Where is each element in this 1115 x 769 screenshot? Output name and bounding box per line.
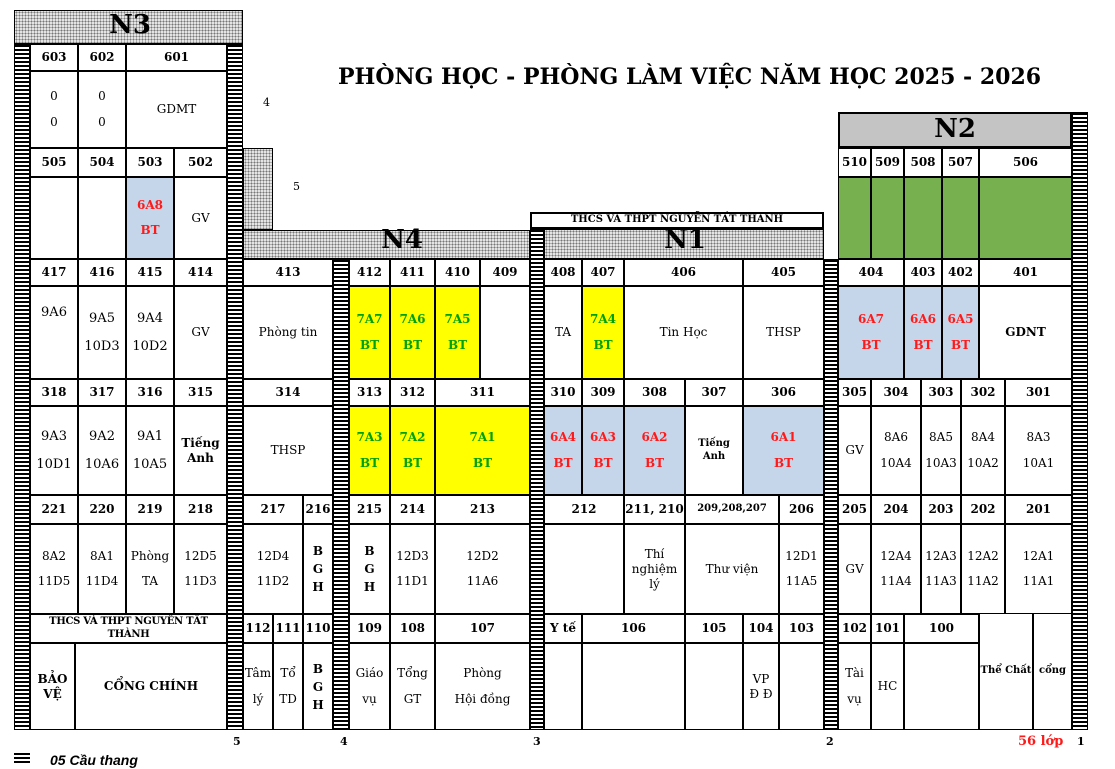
room-314: 314 (243, 379, 333, 406)
room-416: 416 (78, 259, 126, 286)
room-202-content: 12A2 11A2 (961, 524, 1005, 614)
room-107: 107 (435, 614, 530, 643)
room-412: 412 (349, 259, 390, 286)
room-111-content: Tổ TD (273, 643, 303, 730)
room-417: 417 (30, 259, 78, 286)
room-310: 310 (544, 379, 582, 406)
room-106-content (582, 643, 685, 730)
room-100: 100 (904, 614, 979, 643)
room-212: 212 (544, 495, 624, 524)
room-219: 219 (126, 495, 174, 524)
room-416-content: 9A5 10D3 (78, 286, 126, 379)
room-401-content: GDNT (979, 286, 1072, 379)
room-112-content: Tâm lý (243, 643, 273, 730)
room-108-content: Tổng GT (390, 643, 435, 730)
room-314-content: THSP (243, 406, 333, 495)
room-411-content: 7A6 BT (390, 286, 435, 379)
room-104: 104 (743, 614, 779, 643)
room-217: 217 (243, 495, 303, 524)
room-413-content: Phòng tin (243, 286, 333, 379)
marker-5: 5 (233, 735, 241, 748)
stairs-5-roof (243, 148, 273, 230)
room-506: 506 (979, 148, 1072, 177)
room-104-content: VP Đ Đ (743, 643, 779, 730)
room-211-content: Thí nghiệm lý (624, 524, 685, 614)
room-410: 410 (435, 259, 480, 286)
room-105: 105 (685, 614, 743, 643)
room-102: 102 (838, 614, 871, 643)
room-510: 510 (838, 148, 871, 177)
room-409: 409 (480, 259, 530, 286)
room-112: 112 (243, 614, 273, 643)
marker-1: 1 (1077, 735, 1085, 748)
room-105-content (685, 643, 743, 730)
room-209-208-207: 209,208,207 (685, 495, 779, 524)
stairs-n3-right (227, 44, 243, 730)
room-414-content: GV (174, 286, 227, 379)
room-203-content: 12A3 11A3 (921, 524, 961, 614)
room-313: 313 (349, 379, 390, 406)
room-312: 312 (390, 379, 435, 406)
room-303-content: 8A5 10A3 (921, 406, 961, 495)
room-306: 306 (743, 379, 824, 406)
room-309-content: 6A3 BT (582, 406, 624, 495)
room-507-content (942, 177, 979, 259)
room-219-content: Phòng TA (126, 524, 174, 614)
room-317: 317 (78, 379, 126, 406)
room-107-content: Phòng Hội đồng (435, 643, 530, 730)
room-310-content: 6A4 BT (544, 406, 582, 495)
room-603-content: 0 0 (30, 71, 78, 148)
main-gate: CỔNG CHÍNH (75, 643, 227, 730)
room-301-content: 8A3 10A1 (1005, 406, 1072, 495)
room-404: 404 (838, 259, 904, 286)
room-311-content: 7A1 BT (435, 406, 530, 495)
room-302-content: 8A4 10A2 (961, 406, 1005, 495)
room-221-content: 8A2 11D5 (30, 524, 78, 614)
room-509-content (871, 177, 904, 259)
room-205-content: GV (838, 524, 871, 614)
room-308: 308 (624, 379, 685, 406)
room-211-210: 211, 210 (624, 495, 685, 524)
room-100-content (904, 643, 979, 730)
room-307-content: Tiếng Anh (685, 406, 743, 495)
room-304-content: 8A6 10A4 (871, 406, 921, 495)
room-503-content: 6A8 BT (126, 177, 174, 259)
room-103-content (779, 643, 824, 730)
room-415: 415 (126, 259, 174, 286)
room-601: 601 (126, 44, 227, 71)
room-204-content: 12A4 11A4 (871, 524, 921, 614)
room-410-content: 7A5 BT (435, 286, 480, 379)
room-402-content: 6A5 BT (942, 286, 979, 379)
stairs-n2-left (824, 259, 838, 730)
room-414: 414 (174, 259, 227, 286)
room-315-content: Tiếng Anh (174, 406, 227, 495)
room-y-te: Y tế (544, 614, 582, 643)
building-label-n3: N3 (109, 10, 151, 40)
room-304: 304 (871, 379, 921, 406)
room-505-content (30, 177, 78, 259)
room-507: 507 (942, 148, 979, 177)
room-201-content: 12A1 11A1 (1005, 524, 1072, 614)
room-218-content: 12D5 11D3 (174, 524, 227, 614)
room-216: 216 (303, 495, 333, 524)
room-406: 406 (624, 259, 743, 286)
room-103: 103 (779, 614, 824, 643)
room-508-content (904, 177, 942, 259)
room-203: 203 (921, 495, 961, 524)
room-415-content: 9A4 10D2 (126, 286, 174, 379)
room-302: 302 (961, 379, 1005, 406)
room-402: 402 (942, 259, 979, 286)
room-313-content: 7A3 BT (349, 406, 390, 495)
room-403-content: 6A6 BT (904, 286, 942, 379)
room-111: 111 (273, 614, 303, 643)
room-602: 602 (78, 44, 126, 71)
room-309: 309 (582, 379, 624, 406)
room-108: 108 (390, 614, 435, 643)
stairs-n3-left (14, 44, 30, 730)
room-301: 301 (1005, 379, 1072, 406)
room-503: 503 (126, 148, 174, 177)
room-y-te-content (544, 643, 582, 730)
room-318: 318 (30, 379, 78, 406)
room-405: 405 (743, 259, 824, 286)
room-202: 202 (961, 495, 1005, 524)
room-215-content: B G H (349, 524, 390, 614)
room-101: 101 (871, 614, 904, 643)
building-label-n4: N4 (381, 225, 423, 255)
room-504-content (78, 177, 126, 259)
room-413: 413 (243, 259, 333, 286)
room-601-content: GDMT (126, 71, 227, 148)
room-405-content: THSP (743, 286, 824, 379)
room-205: 205 (838, 495, 871, 524)
room-110: 110 (303, 614, 333, 643)
room-311: 311 (435, 379, 530, 406)
room-502-content: GV (174, 177, 227, 259)
room-109: 109 (349, 614, 390, 643)
marker-4: 4 (340, 735, 348, 748)
page-title: PHÒNG HỌC - PHÒNG LÀM VIỆC NĂM HỌC 2025 - 2026 (338, 64, 1042, 90)
room-218: 218 (174, 495, 227, 524)
marker-4-top: 4 (263, 96, 270, 109)
room-603: 603 (30, 44, 78, 71)
room-505: 505 (30, 148, 78, 177)
room-411: 411 (390, 259, 435, 286)
room-306-content: 6A1 BT (743, 406, 824, 495)
room-204: 204 (871, 495, 921, 524)
room-506-content (979, 177, 1072, 259)
room-417-content: 9A6 (30, 286, 78, 379)
stairs-n2-right (1072, 112, 1088, 730)
room-bao-ve: BẢO VỆ (30, 643, 75, 730)
room-403: 403 (904, 259, 942, 286)
building-label-n2: N2 (934, 114, 976, 144)
room-407-content: 7A4 BT (582, 286, 624, 379)
room-106: 106 (582, 614, 685, 643)
room-213-content: 12D2 11A6 (435, 524, 530, 614)
room-409-content (480, 286, 530, 379)
room-308-content: 6A2 BT (624, 406, 685, 495)
room-407: 407 (582, 259, 624, 286)
room-510-content (838, 177, 871, 259)
room-214-content: 12D3 11D1 (390, 524, 435, 614)
room-101-content: HC (871, 643, 904, 730)
school-name-label: THCS VÀ THPT NGUYỄN TẤT THÀNH (30, 614, 227, 643)
room-316: 316 (126, 379, 174, 406)
total-classes: 56 lớp (1018, 734, 1064, 749)
room-221: 221 (30, 495, 78, 524)
legend-stairs-icon (14, 753, 30, 765)
room-406-content: Tin Học (624, 286, 743, 379)
room-216-content: B G H (303, 524, 333, 614)
room-307: 307 (685, 379, 743, 406)
room-303: 303 (921, 379, 961, 406)
gate-area: cổng (1033, 614, 1072, 730)
stairs-n1-left (530, 229, 544, 730)
room-102-content: Tài vụ (838, 643, 871, 730)
room-110-content: B G H (303, 643, 333, 730)
room-408-content: TA (544, 286, 582, 379)
room-508: 508 (904, 148, 942, 177)
room-401: 401 (979, 259, 1072, 286)
room-412-content: 7A7 BT (349, 286, 390, 379)
room-602-content: 0 0 (78, 71, 126, 148)
room-305-content: GV (838, 406, 871, 495)
room-209-content: Thư viện (685, 524, 779, 614)
room-312-content: 7A2 BT (390, 406, 435, 495)
n1-school-banner: THCS VÀ THPT NGUYỄN TẤT THÀNH (530, 212, 824, 229)
room-214: 214 (390, 495, 435, 524)
the-chat-area: Thể Chất (979, 614, 1033, 730)
room-408: 408 (544, 259, 582, 286)
room-315: 315 (174, 379, 227, 406)
room-109-content: Giáo vụ (349, 643, 390, 730)
room-509: 509 (871, 148, 904, 177)
room-305: 305 (838, 379, 871, 406)
room-316-content: 9A1 10A5 (126, 406, 174, 495)
room-504: 504 (78, 148, 126, 177)
room-404-content: 6A7 BT (838, 286, 904, 379)
marker-2: 2 (826, 735, 834, 748)
room-206-content: 12D1 11A5 (779, 524, 824, 614)
marker-5-top: 5 (293, 180, 300, 193)
room-212-content (544, 524, 624, 614)
room-215: 215 (349, 495, 390, 524)
marker-3: 3 (533, 735, 541, 748)
stairs-n4-mid (333, 259, 349, 730)
legend-label: 05 Cầu thang (50, 752, 138, 768)
room-206: 206 (779, 495, 824, 524)
room-502: 502 (174, 148, 227, 177)
room-220-content: 8A1 11D4 (78, 524, 126, 614)
room-217-content: 12D4 11D2 (243, 524, 303, 614)
room-318-content: 9A3 10D1 (30, 406, 78, 495)
room-213: 213 (435, 495, 530, 524)
room-317-content: 9A2 10A6 (78, 406, 126, 495)
room-220: 220 (78, 495, 126, 524)
room-201: 201 (1005, 495, 1072, 524)
building-label-n1: N1 (664, 225, 706, 255)
